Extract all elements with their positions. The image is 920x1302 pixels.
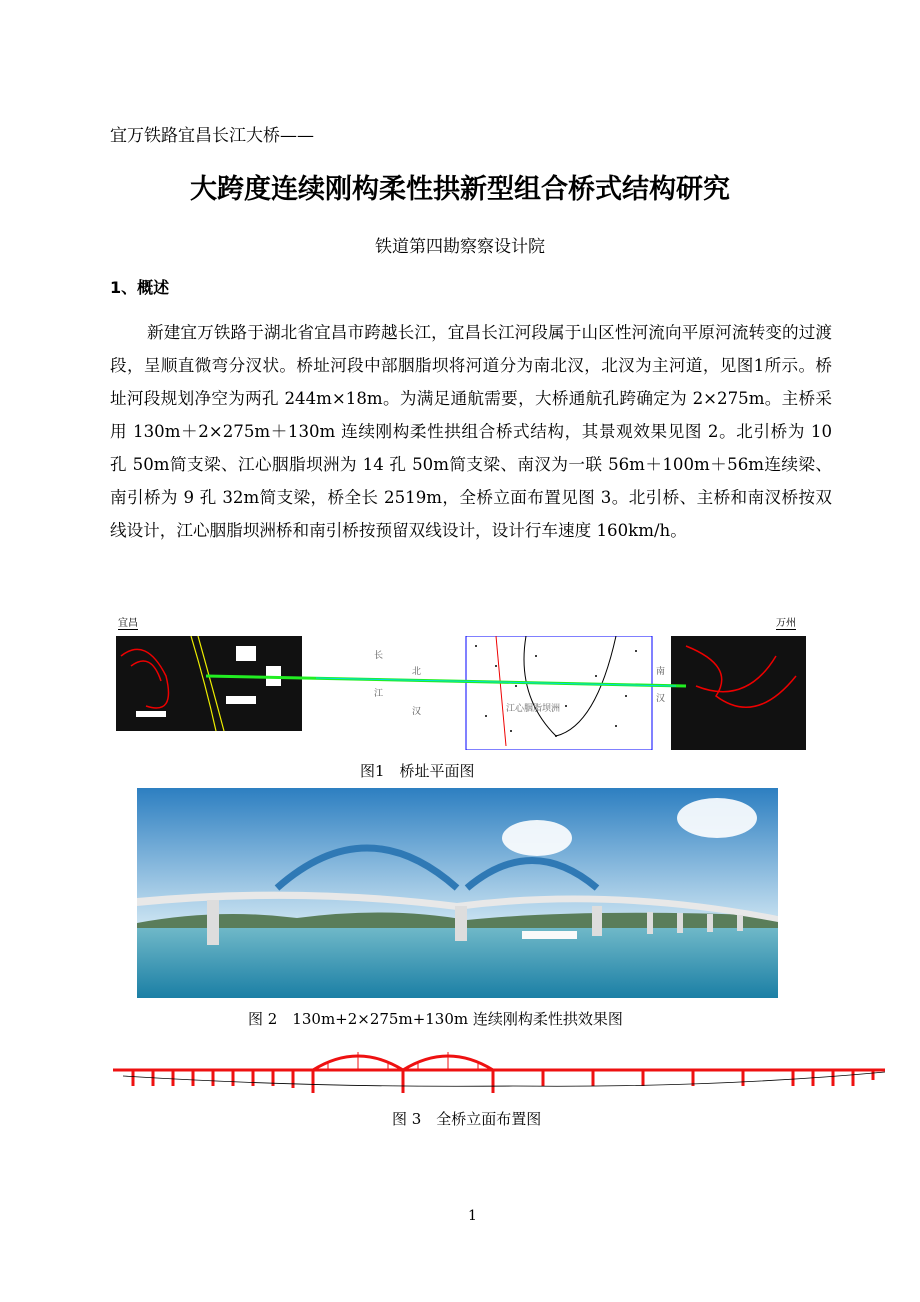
bridge-elevation-drawing <box>113 1048 885 1098</box>
page-number: 1 <box>468 1208 477 1224</box>
bridge-site-plan-map <box>116 636 806 750</box>
map-label: 北 <box>412 667 422 677</box>
author: 铁道第四勘察察设计院 <box>375 237 545 257</box>
map-label: 南 <box>656 667 666 677</box>
direction-label-wanzhou: 万州 <box>776 614 796 630</box>
body-paragraph: 新建宜万铁路于湖北省宜昌市跨越长江，宜昌长江河段属于山区性河流向平原河流转变的过渡段，呈顺直微弯分汊状。桥址河段中部胭脂坝将河道分为南北汊，北汊为主河道，见图1所示。桥址河段规划净空为两孔 244m×18m。为满足通航需要，大桥通航孔跨确定为 2×275m。主桥采用 130m＋2×275m＋130m 连续刚构柔性拱组合桥式结构，其景观效果见图 2。北引桥为 10 孔 50m简支梁、江心胭脂坝洲为 14 孔 50m简支梁、南汊为一联 56m＋100m＋56m连续梁、南引桥为 9 孔 32m简支梁，桥全长 2519m，全桥立面布置见图 3。北引桥、主桥和南汊桥按双线设计，江心胭脂坝洲桥和南引桥按预留双线设计，设计行车速度 160km/h。 <box>110 323 832 540</box>
section-heading: 1、概述 <box>110 278 170 297</box>
map-label: 汉 <box>412 707 422 717</box>
figure1-caption: 图1 桥址平面图 <box>360 762 475 780</box>
pretitle: 宜万铁路宜昌长江大桥—— <box>110 126 314 146</box>
figure2-caption: 图 2 130m+2×275m+130m 连续刚构柔性拱效果图 <box>248 1010 623 1028</box>
map-label: 江心胭脂坝洲 <box>506 704 561 714</box>
page-title: 大跨度连续刚构柔性拱新型组合桥式结构研究 <box>190 174 730 205</box>
figure3-caption: 图 3 全桥立面布置图 <box>392 1110 542 1128</box>
map-label: 汉 <box>656 694 666 704</box>
map-label: 江 <box>374 689 384 699</box>
bridge-rendering-image <box>137 788 778 998</box>
map-label: 长 <box>374 651 384 661</box>
direction-label-yichang: 宜昌 <box>118 614 138 630</box>
